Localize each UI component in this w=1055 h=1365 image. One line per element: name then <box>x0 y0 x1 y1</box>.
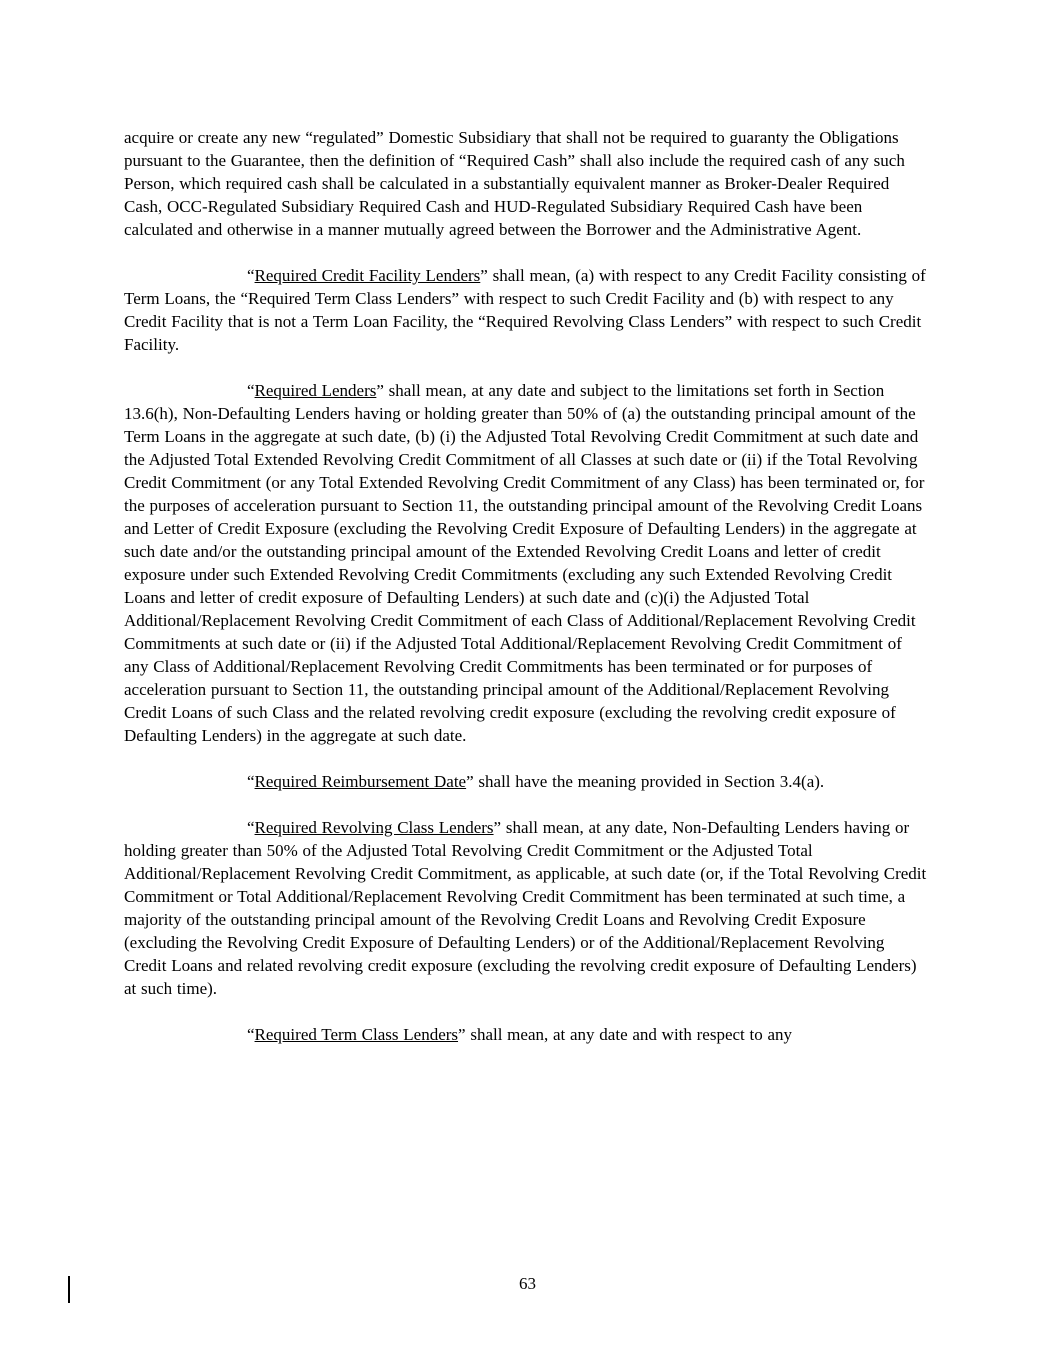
open-quote: “ <box>247 818 255 837</box>
document-text-block <box>124 126 930 1046</box>
open-quote: “ <box>247 1025 255 1044</box>
defined-term-required-term-class-lenders: Required Term Class Lenders <box>254 1025 459 1044</box>
definition-required-lenders <box>124 379 930 747</box>
defined-term-required-reimbursement-date: Required Reimbursement Date <box>254 772 467 791</box>
defined-term-required-credit-facility-lenders: Required Credit Facility Lenders <box>254 266 481 285</box>
definition-body: ” shall mean, at any date, Non-Defaulting Lenders having or holding greater than 50% of the Adjusted Total Revolving Credit Commitment or the Adjusted Total Additional/Replacement Revolving Credit Commitment, as applicable, at such date (or, if the Total Revolving Credit Commitment or Total Additional/Replacement Revolving Credit Commitment has been terminated at such time, a majority of the outstanding principal amount of the Revolving Credit Loans and Revolving Credit Exposure (excluding the Revolving Credit Exposure of Defaulting Lenders) or of the Additional/Replacement Revolving Credit Loans and related revolving credit exposure (excluding the revolving credit exposure of Defaulting Lenders) at such time). <box>124 818 927 998</box>
definition-body: ” shall mean, at any date and with respect to any <box>458 1025 793 1044</box>
open-quote: “ <box>247 266 255 285</box>
definition-required-credit-facility-lenders <box>124 264 930 356</box>
definition-required-revolving-class-lenders <box>124 816 930 1000</box>
page-number: 63 <box>519 1274 536 1293</box>
open-quote: “ <box>247 772 255 791</box>
definition-required-term-class-lenders <box>124 1023 930 1046</box>
definition-body: ” shall mean, (a) with respect to any Credit Facility consisting of Term Loans, the “Required Term Class Lenders” with respect to such Credit Facility and (b) with respect to any Credit Facility that is not a Term Loan Facility, the “Required Revolving Class Lenders” with respect to such Credit Facility. <box>124 266 926 354</box>
page-footer <box>0 1272 1055 1295</box>
definition-body: ” shall have the meaning provided in Section 3.4(a). <box>466 772 825 791</box>
definition-body: ” shall mean, at any date and subject to the limitations set forth in Section 13.6(h), Non-Defaulting Lenders having or holding greater than 50% of (a) the outstanding principal amount of the Term Loans in the aggregate at such date, (b) (i) the Adjusted Total Revolving Credit Commitment at such date and the Adjusted Total Extended Revolving Credit Commitment of all Classes at such date or (ii) if the Total Revolving Credit Commitment (or any Total Extended Revolving Credit Commitment of any Class) has been terminated or, for the purposes of acceleration pursuant to Section 11, the outstanding principal amount of the Revolving Credit Loans and Letter of Credit Exposure (excluding the Revolving Credit Exposure of Defaulting Lenders) in the aggregate at such date and/or the outstanding principal amount of the Extended Revolving Credit Loans and letter of credit exposure under such Extended Revolving Credit Commitments (excluding any such Extended Revolving Credit Loans and letter of credit exposure of Defaulting Lenders) at such date and (c)(i) the Adjusted Total Additional/Replacement Revolving Credit Commitment of each Class of Additional/Replacement Revolving Credit Commitments at such date or (ii) if the Adjusted Total Additional/Replacement Revolving Credit Commitment of any Class of Additional/Replacement Revolving Credit Commitments has been terminated or for purposes of acceleration pursuant to Section 11, the outstanding principal amount of the Additional/Replacement Revolving Credit Loans of such Class and the related revolving credit exposure (excluding the revolving credit exposure of Defaulting Lenders) in the aggregate at such date. <box>124 381 925 745</box>
paragraph-required-cash-continuation: acquire or create any new “regulated” Domestic Subsidiary that shall not be required to guaranty the Obligations pursuant to the Guarantee, then the definition of “Required Cash” shall also include the required cash of any such Person, which required cash shall be calculated in a substantially equivalent manner as Broker-Dealer Required Cash, OCC-Regulated Subsidiary Required Cash and HUD-Regulated Subsidiary Required Cash have been calculated and otherwise in a manner mutually agreed between the Borrower and the Administrative Agent. <box>124 128 905 239</box>
definition-required-reimbursement-date <box>124 770 930 793</box>
defined-term-required-lenders: Required Lenders <box>254 381 377 400</box>
defined-term-required-revolving-class-lenders: Required Revolving Class Lenders <box>254 818 494 837</box>
open-quote: “ <box>247 381 255 400</box>
